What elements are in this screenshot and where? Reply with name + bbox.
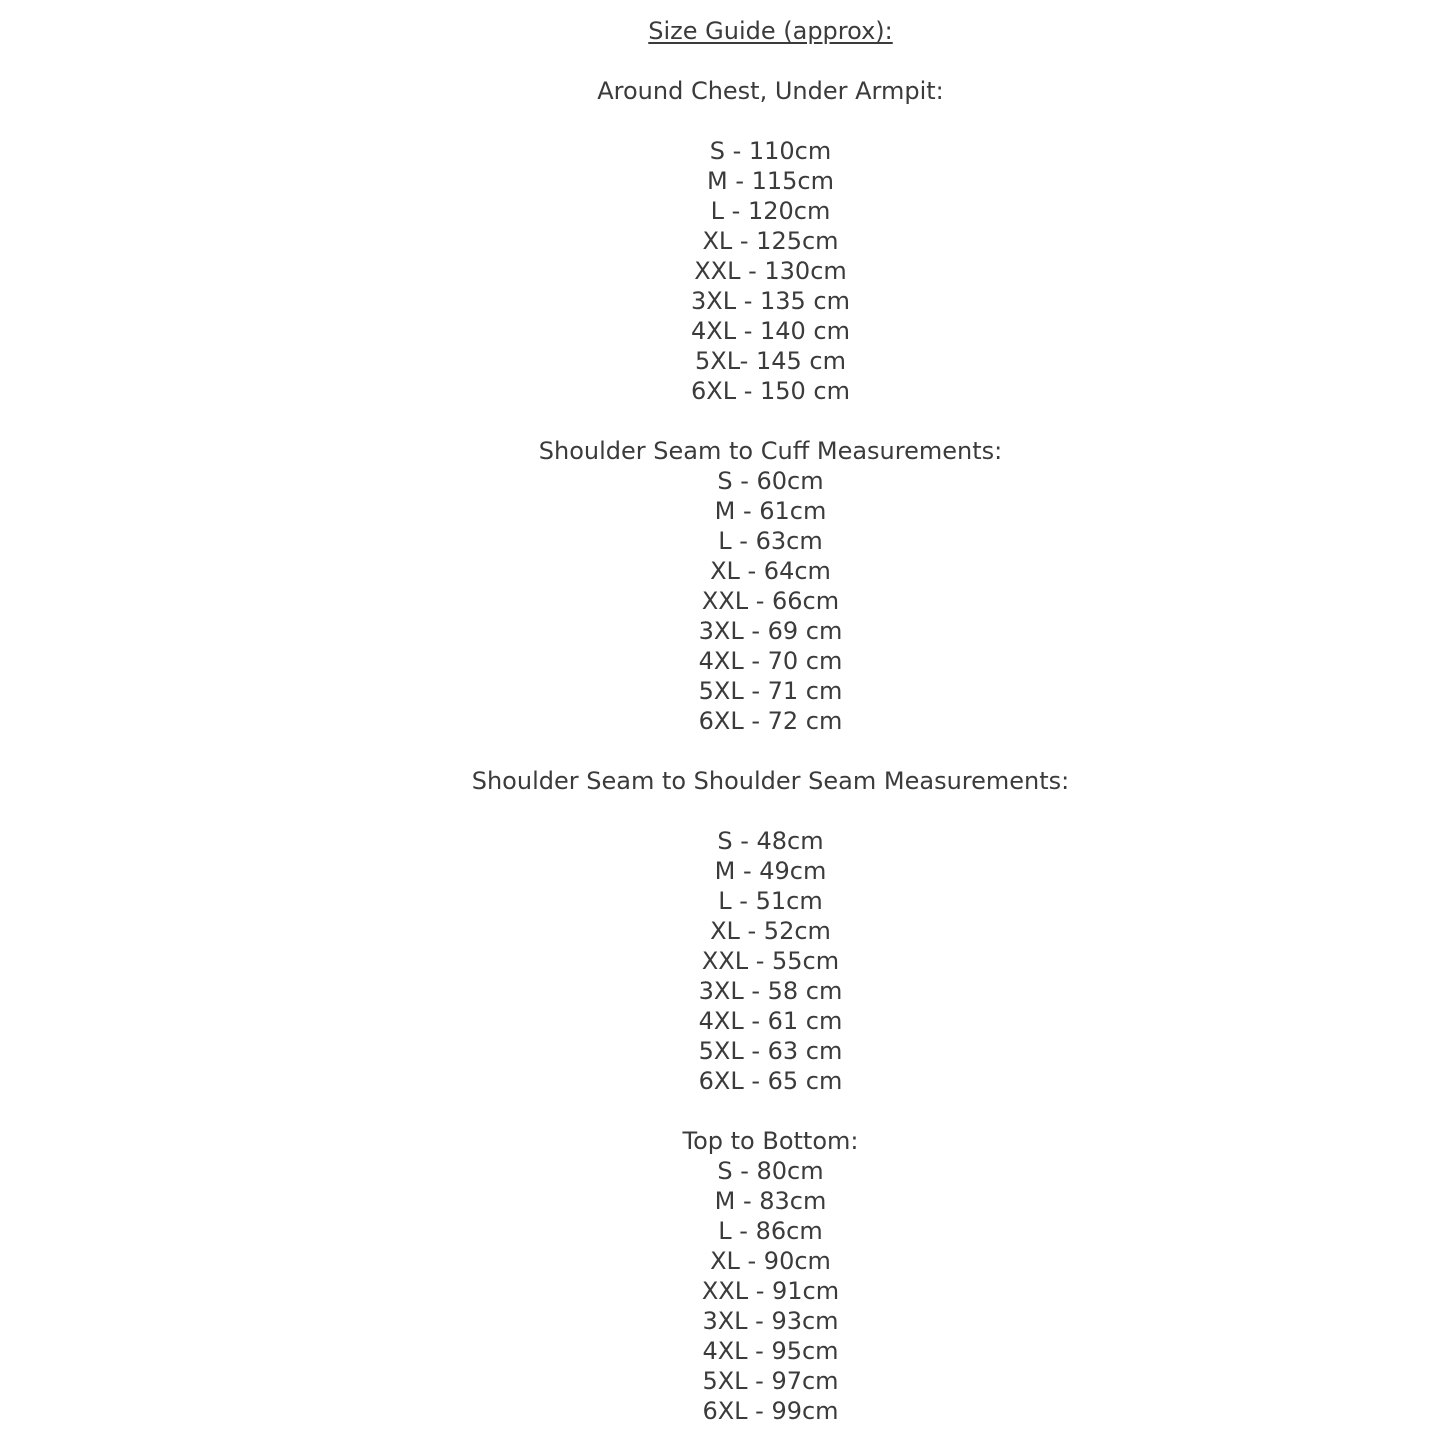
size-row: M - 61cm — [714, 497, 827, 525]
section-shoulder-to-cuff — [48, 436, 1445, 736]
size-row: M - 115cm — [706, 167, 834, 195]
size-list — [48, 826, 1445, 1096]
section-shoulder-to-shoulder — [48, 766, 1445, 1096]
size-row: S - 48cm — [717, 827, 824, 855]
size-row: XL - 90cm — [710, 1247, 831, 1275]
size-row: 5XL- 145 cm — [695, 347, 846, 375]
size-row: S - 60cm — [717, 467, 824, 495]
section-heading: Top to Bottom: — [682, 1127, 859, 1155]
size-row: 6XL - 65 cm — [698, 1067, 843, 1095]
size-row: M - 83cm — [714, 1187, 827, 1215]
size-guide-document — [48, 0, 1445, 1426]
size-row: L - 86cm — [718, 1217, 823, 1245]
size-row: XL - 125cm — [702, 227, 839, 255]
size-row: XXL - 130cm — [694, 257, 847, 285]
size-row: 5XL - 63 cm — [698, 1037, 843, 1065]
size-row: 4XL - 95cm — [702, 1337, 839, 1365]
size-row: XXL - 55cm — [701, 947, 840, 975]
size-row: 4XL - 61 cm — [698, 1007, 843, 1035]
size-row: L - 120cm — [710, 197, 831, 225]
size-row: XL - 64cm — [710, 557, 831, 585]
section-heading: Shoulder Seam to Shoulder Seam Measurements: — [471, 767, 1070, 795]
size-row: XXL - 66cm — [701, 587, 840, 615]
size-row: 6XL - 99cm — [702, 1397, 839, 1425]
size-row: XXL - 91cm — [701, 1277, 840, 1305]
page-title: Size Guide (approx): — [648, 17, 893, 45]
section-heading: Shoulder Seam to Cuff Measurements: — [538, 437, 1003, 465]
size-row: S - 80cm — [717, 1157, 824, 1185]
size-row: S - 110cm — [709, 137, 832, 165]
sections-container — [48, 76, 1445, 1426]
size-row: 5XL - 97cm — [702, 1367, 839, 1395]
size-row: 3XL - 58 cm — [698, 977, 843, 1005]
size-list — [48, 1156, 1445, 1426]
size-row: 3XL - 69 cm — [698, 617, 843, 645]
size-row: 4XL - 70 cm — [698, 647, 843, 675]
section-around-chest — [48, 76, 1445, 406]
size-row: L - 51cm — [718, 887, 823, 915]
size-row: L - 63cm — [718, 527, 823, 555]
size-row: 4XL - 140 cm — [690, 317, 850, 345]
size-row: XL - 52cm — [710, 917, 831, 945]
size-list — [48, 136, 1445, 406]
size-row: 3XL - 93cm — [702, 1307, 839, 1335]
size-row: M - 49cm — [714, 857, 827, 885]
size-row: 5XL - 71 cm — [698, 677, 843, 705]
size-row: 6XL - 150 cm — [690, 377, 850, 405]
size-row: 3XL - 135 cm — [690, 287, 850, 315]
size-row: 6XL - 72 cm — [698, 707, 843, 735]
section-heading: Around Chest, Under Armpit: — [597, 77, 944, 105]
section-top-to-bottom — [48, 1126, 1445, 1426]
size-list — [48, 466, 1445, 736]
